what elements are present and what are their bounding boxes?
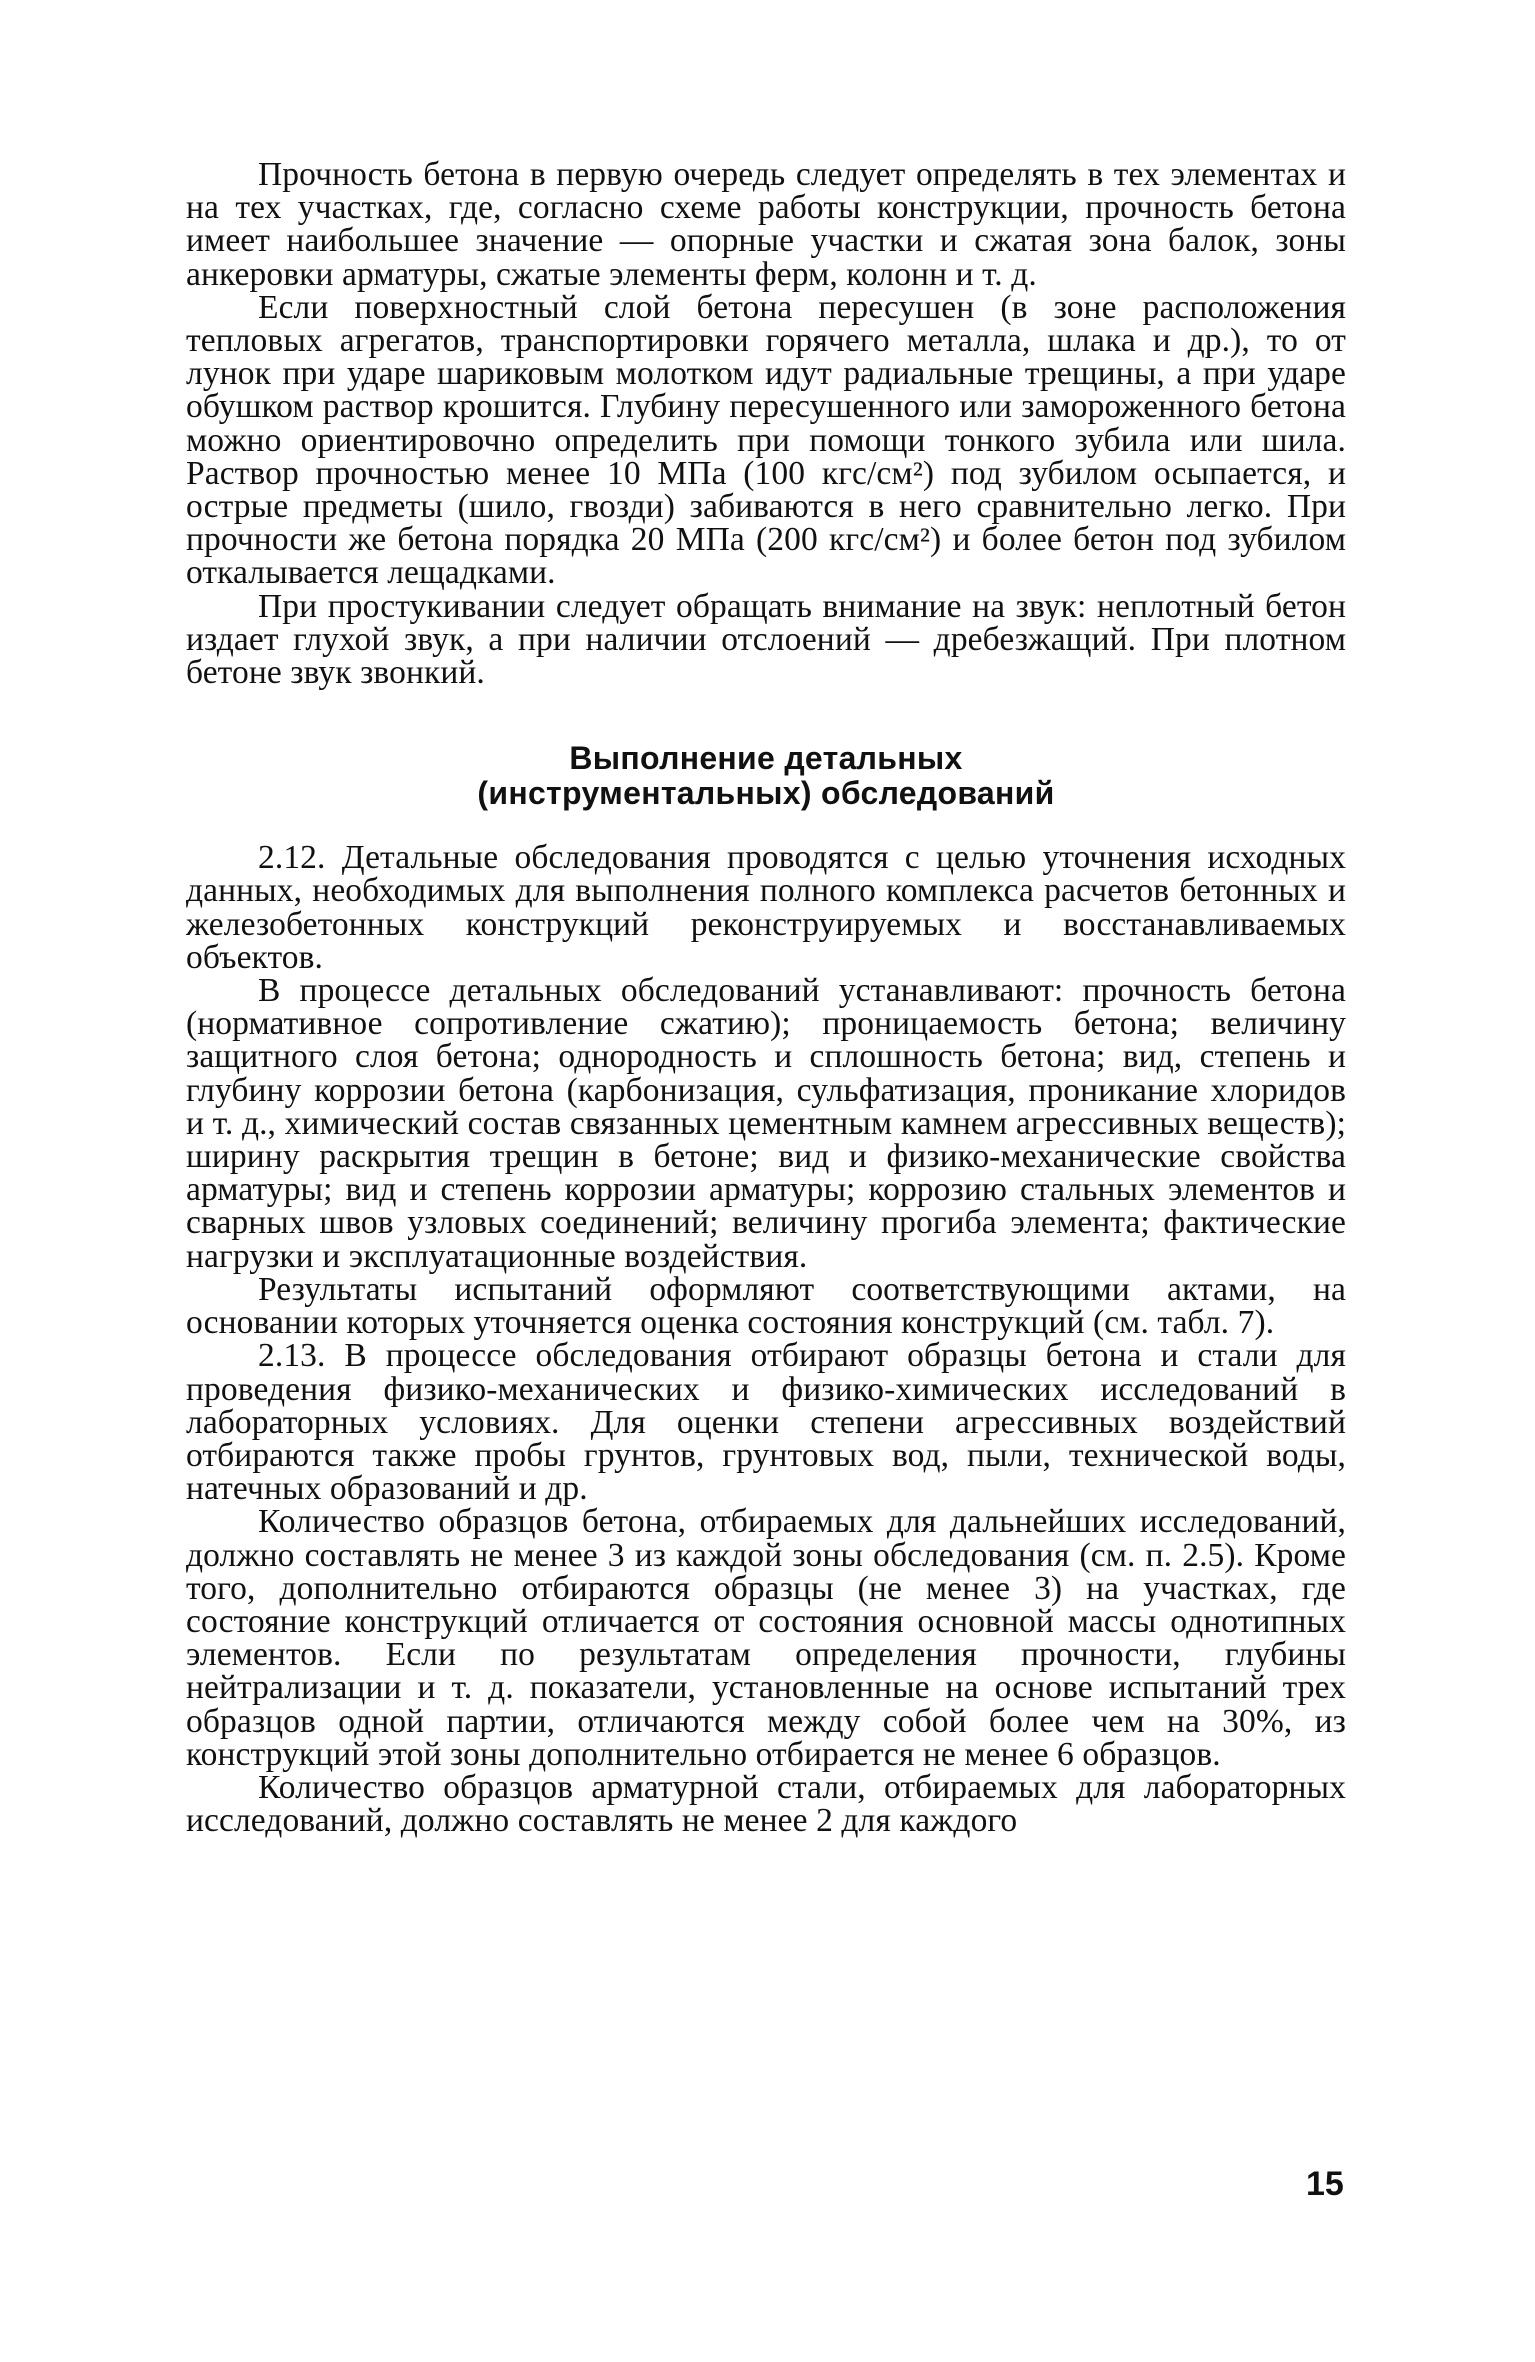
clause-number-2-12: 2.12.	[258, 839, 326, 877]
paragraph-sample-count-steel: Количество образцов арматурной стали, отбираемых для лабораторных исследований, должно составлять не менее 2 для каждого	[186, 1768, 1346, 1840]
paragraph-test-results: Результаты испытаний оформляют соответствующими актами, на основании которых уточняется оценка состояния конструкций (см. табл. 7).	[186, 1270, 1346, 1342]
page-number: 15	[1306, 2165, 1344, 2203]
paragraph-detailed-list: В процессе детальных обследований устанавливают: прочность бетона (нормативное сопротивление сжатию); проницаемость бетона; величину защитного слоя бетона; однородность и сплошность бетона; вид, степень и глубину коррозии бетона (карбонизация, сульфатизация, проникание хлоридов и т. д., химический состав связанных цементным камнем агрессивных веществ); ширину раскрытия трещин в бетоне; вид и физико-механические свойства арматуры; вид и степень коррозии арматуры; коррозию стальных элементов и сварных швов узловых соединений; величину прогиба элемента; фактические нагрузки и эксплуатационные воздействия.	[186, 972, 1346, 1275]
paragraph-tapping-sound: При простукивании следует обращать внимание на звук: неплотный бетон издает глухой звук, а при наличии отслоений — дребезжащий. При плотном бетоне звук звонкий.	[186, 587, 1346, 692]
section-heading-line-2: (инструментальных) обследований	[477, 775, 1055, 812]
paragraph-2-13	[186, 1337, 1346, 1508]
paragraph-concrete-strength: Прочность бетона в первую очередь следует определять в тех элементах и на тех участках, где, согласно схеме работы конструкции, прочность бетона имеет наибольшее значение — опорные участки и сжатая зона балок, зоны анкеровки арматуры, сжатые элементы ферм, колонн и т. д.	[186, 156, 1346, 293]
clause-text-2-13: В процессе обследования отбирают образцы бетона и стали для проведения физико-механических и физико-химических исследований в лабораторных условиях. Для оценки степени агрессивных воздействий отбираются также пробы грунтов, грунтовых вод, пыли, технической воды, натечных образований и др.	[186, 1337, 1346, 1508]
section-heading	[186, 741, 1346, 811]
paragraph-dried-layer: Если поверхностный слой бетона пересушен (в зоне расположения тепловых агрегатов, транспортировки горячего металла, шлака и др.), то от лунок при ударе шариковым молотком идут радиальные трещины, а при ударе обушком раствор крошится. Глубину пересушенного или замороженного бетона можно ориентировочно определить при помощи тонкого зубила или шила. Раствор прочностью менее 10 МПа (100 кгс/см²) под зубилом осыпается, и острые предметы (шило, гвозди) забиваются в него сравнительно легко. При прочности же бетона порядка 20 МПа (200 кгс/см²) и более бетон под зубилом откалывается лещадками.	[186, 288, 1346, 592]
clause-text-2-12: Детальные обследования проводятся с целью уточнения исходных данных, необходимых для выполнения полного комплекса расчетов бетонных и железобетонных конструкций реконструируемых и восстанавливаемых объектов.	[186, 839, 1346, 976]
section-heading-line-1: Выполнение детальных	[569, 740, 963, 777]
page-body	[186, 156, 1346, 1840]
paragraph-2-12	[186, 841, 1346, 974]
clause-number-2-13: 2.13.	[258, 1337, 326, 1375]
paragraph-sample-count-concrete: Количество образцов бетона, отбираемых для дальнейших исследований, должно составлять не менее 3 из каждой зоны обследования (см. п. 2.5). Кроме того, дополнительно отбираются образцы (не менее 3) на участках, где состояние конструкций отличается от состояния основной массы однотипных элементов. Если по результатам определения прочности, глубины нейтрализации и т. д. показатели, установленные на основе испытаний трех образцов одной партии, отличаются между собой более чем на 30%, из конструкций этой зоны дополнительно отбирается не менее 6 образцов.	[186, 1503, 1346, 1773]
